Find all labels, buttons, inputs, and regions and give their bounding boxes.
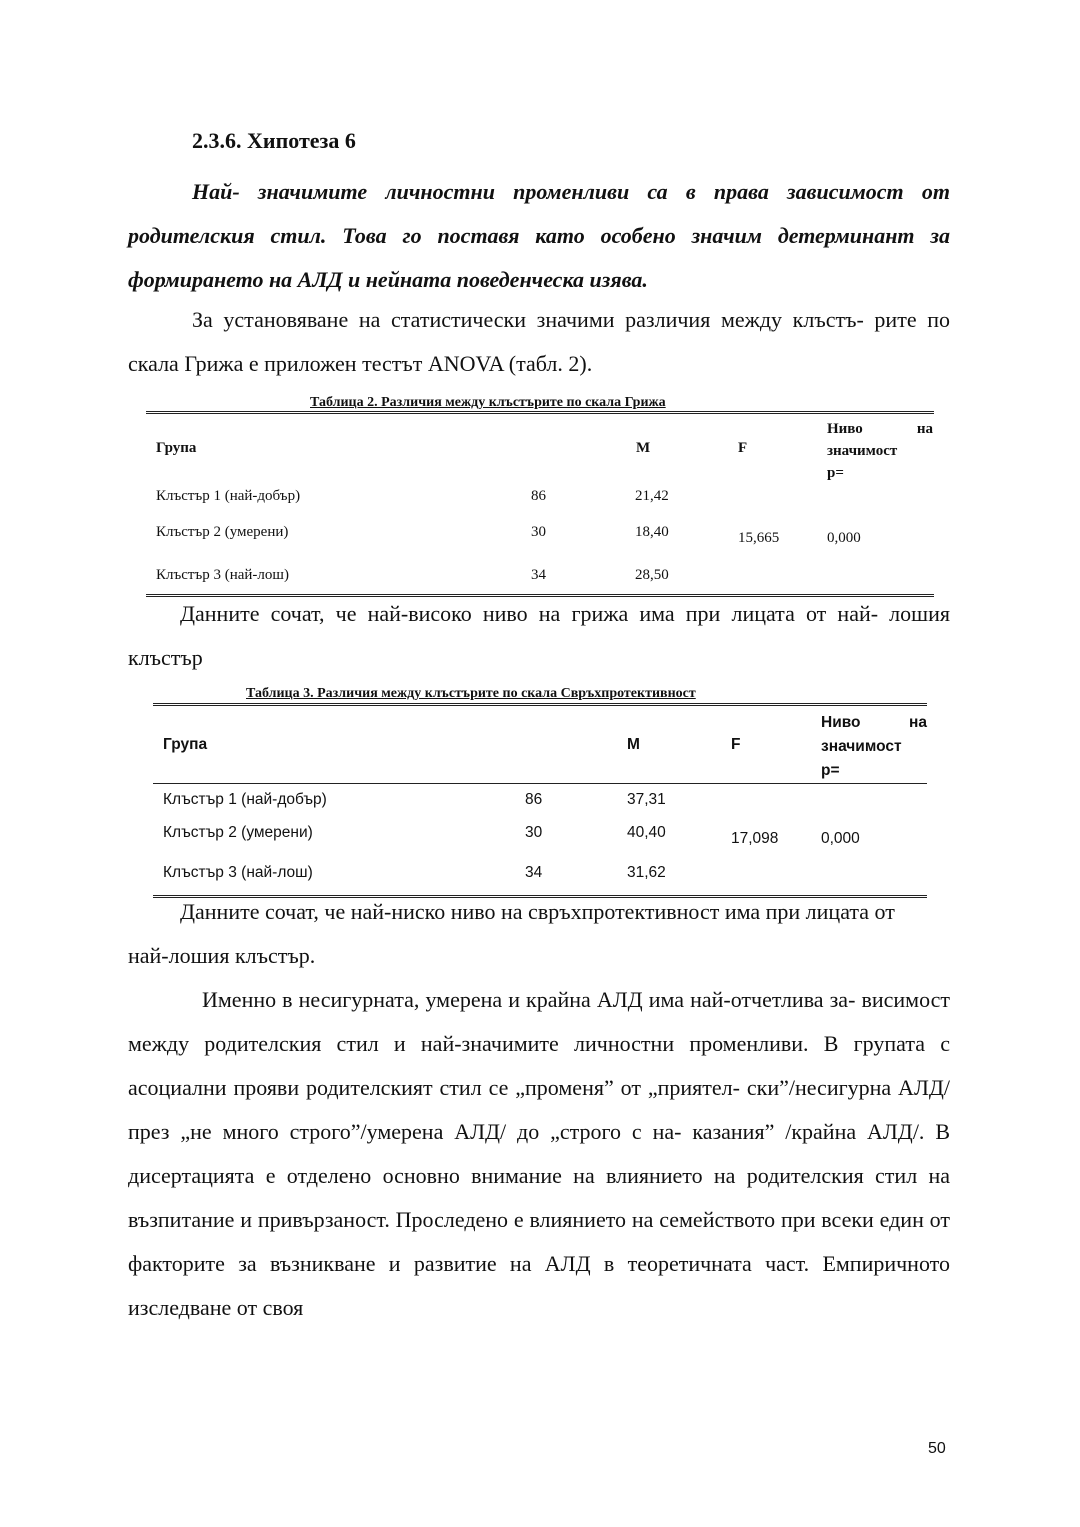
table3-row3-n: 34 bbox=[525, 864, 543, 881]
table2-row2-m: 18,40 bbox=[635, 524, 669, 540]
table2-header-m: M bbox=[636, 440, 651, 456]
table3-row1-m: 37,31 bbox=[627, 791, 666, 808]
table3-header-m: M bbox=[627, 736, 640, 753]
table3-row2-m: 40,40 bbox=[627, 824, 666, 841]
table2-header-f: F bbox=[738, 440, 748, 456]
table3-row3-m: 31,62 bbox=[627, 864, 666, 881]
table3-row3-group: Клъстър 3 (най-лош) bbox=[163, 864, 313, 881]
table3-row1-n: 86 bbox=[525, 791, 543, 808]
table3-p-value: 0,000 bbox=[821, 830, 860, 847]
page-number: 50 bbox=[928, 1440, 946, 1457]
table2-header-significance: Ниво на значимост p= bbox=[827, 421, 933, 481]
table2-row2-group: Клъстър 2 (умерени) bbox=[156, 524, 289, 540]
table3-row2-group: Клъстър 2 (умерени) bbox=[163, 824, 313, 841]
table3-row1-group: Клъстър 1 (най-добър) bbox=[163, 791, 327, 808]
paragraph-parenting-style: Именно в несигурната, умерена и крайна АЛД има най-отчетлива за- висимост между родителския стил и най-значимите личностни променливи. В групата с асоциални прояви родителският стил се „променя” от „приятел- ски”/несигурна АЛД/ през „не много строго”/умерена АЛД/ до „строго с на- казания” /крайна АЛД/. В дисертацията е отделено основно внимание на влиянието на родителския стил на възпитание и привързаност. Проследено е влиянието на семейството при всеки един от факторите за възникване и развитие на АЛД в теоретичната част. Емпиричното изследване от своя bbox=[128, 987, 950, 1320]
table2-row1-group: Клъстър 1 (най-добър) bbox=[156, 488, 301, 504]
hypothesis-text: Най- значимите личностни променливи са в права зависимост от родителския стил. Това го поставя като особено значим детерминант за формирането на АЛД и нейната поведенческа изява. bbox=[128, 179, 950, 292]
table2-header-group: Група bbox=[156, 440, 197, 456]
table3 bbox=[153, 703, 927, 898]
table3-caption: Таблица 3. Различия между клъстърите по скала Свръхпротективност bbox=[246, 686, 696, 701]
table2 bbox=[146, 411, 934, 597]
paragraph-table2-conclusion: Данните сочат, че най-високо ниво на грижа има при лицата от най- лошия клъстър bbox=[128, 601, 950, 670]
paragraph-table3-conclusion: Данните сочат, че най-ниско ниво на свръхпротективност има при лицата от най-лошия клъстър. bbox=[128, 899, 895, 968]
table2-row3-m: 28,50 bbox=[635, 567, 669, 583]
table3-row2-n: 30 bbox=[525, 824, 543, 841]
table2-caption: Таблица 2. Различия между клъстърите по скала Грижа bbox=[310, 395, 666, 410]
table2-f-value: 15,665 bbox=[738, 530, 780, 546]
section-heading: 2.3.6. Хипотеза 6 bbox=[192, 128, 356, 153]
table3-header-group: Група bbox=[163, 736, 208, 753]
table3-header-significance: Ниво на значимост p= bbox=[821, 714, 927, 779]
table2-row1-m: 21,42 bbox=[635, 488, 669, 504]
table2-row2-n: 30 bbox=[531, 524, 546, 540]
table2-p-value: 0,000 bbox=[827, 530, 861, 546]
table3-header-divider bbox=[153, 783, 927, 784]
table3-f-value: 17,098 bbox=[731, 830, 779, 847]
paragraph-anova-intro: За установяване на статистически значими различия между клъстъ- рите по скала Грижа е приложен тестът ANOVA (табл. 2). bbox=[128, 307, 950, 376]
table3-header-f: F bbox=[731, 736, 741, 753]
table2-row3-group: Клъстър 3 (най-лош) bbox=[156, 567, 289, 583]
table2-row3-n: 34 bbox=[531, 567, 546, 583]
table2-row1-n: 86 bbox=[531, 488, 546, 504]
